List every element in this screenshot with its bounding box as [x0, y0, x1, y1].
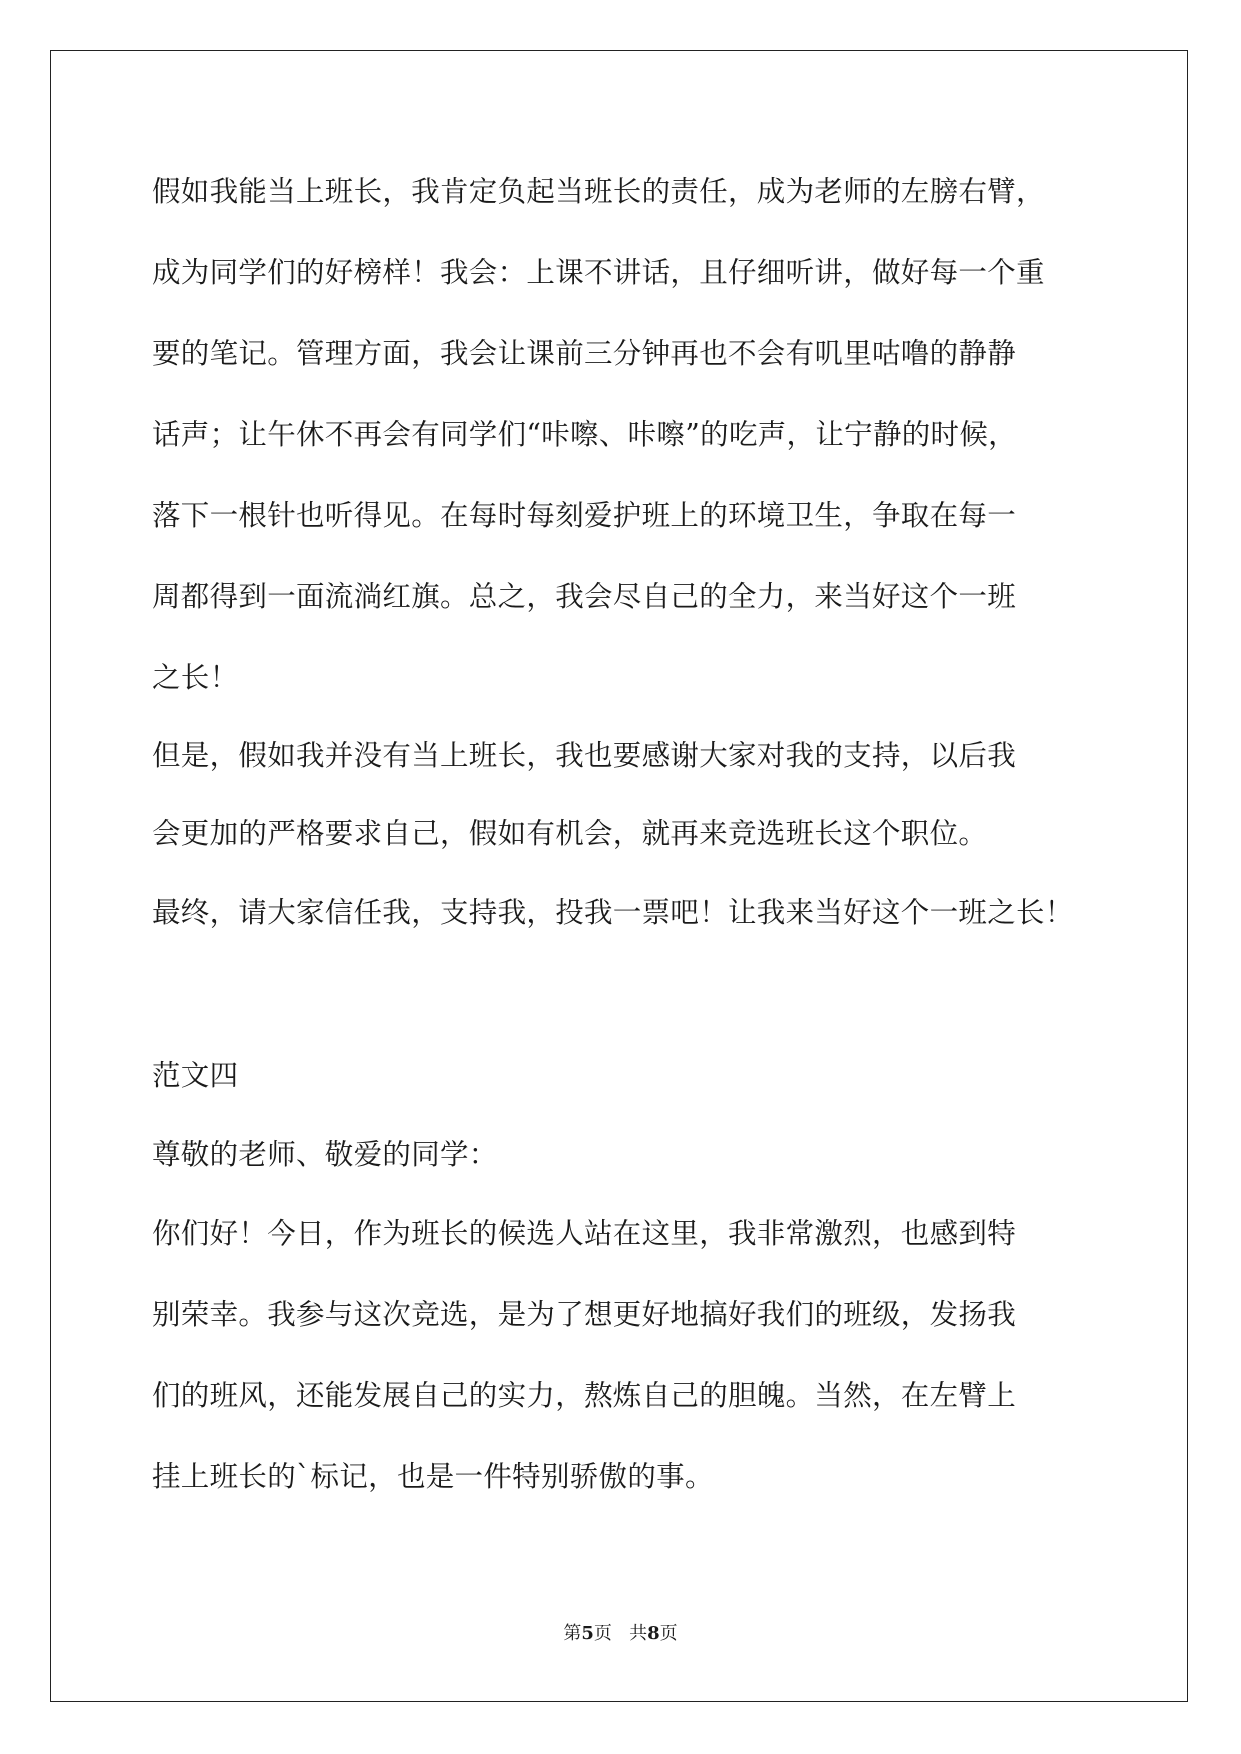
- page-border: [50, 50, 1188, 1702]
- current-page-number: 5: [581, 1623, 594, 1644]
- body-line: 成为同学们的好榜样！我会：上课不讲话，且仔细听讲，做好每一个重: [152, 256, 1045, 289]
- footer-prefix: 第: [563, 1623, 582, 1644]
- section-heading: 范文四: [152, 1059, 239, 1092]
- page-footer: [0, 1622, 1241, 1646]
- body-line: 假如我能当上班长，我肯定负起当班长的责任，成为老师的左膀右臂，: [152, 175, 1045, 208]
- total-pages-number: 8: [647, 1623, 660, 1644]
- body-line: 别荣幸。我参与这次竞选，是为了想更好地搞好我们的班级，发扬我: [152, 1298, 1017, 1331]
- footer-middle: 页 共: [593, 1623, 648, 1644]
- body-line: 最终，请大家信任我，支持我，投我一票吧！让我来当好这个一班之长！: [152, 896, 1074, 929]
- body-line: 挂上班长的`标记，也是一件特别骄傲的事。: [152, 1460, 714, 1493]
- body-line: 话声；让午休不再会有同学们“咔嚓、咔嚓”的吃声，让宁静的时候，: [152, 418, 1017, 451]
- body-line: 你们好！今日，作为班长的候选人站在这里，我非常激烈，也感到特: [152, 1217, 1017, 1250]
- body-line: 周都得到一面流淌红旗。总之，我会尽自己的全力，来当好这个一班: [152, 580, 1017, 613]
- body-line: 落下一根针也听得见。在每时每刻爱护班上的环境卫生，争取在每一: [152, 499, 1017, 532]
- footer-suffix: 页: [659, 1623, 678, 1644]
- body-line: 之长！: [152, 661, 239, 694]
- body-line: 但是，假如我并没有当上班长，我也要感谢大家对我的支持，以后我: [152, 739, 1017, 772]
- body-line: 要的笔记。管理方面，我会让课前三分钟再也不会有叽里咕噜的静静: [152, 337, 1017, 370]
- body-line: 会更加的严格要求自己，假如有机会，就再来竞选班长这个职位。: [152, 817, 988, 850]
- salutation: 尊敬的老师、敬爱的同学：: [152, 1138, 498, 1171]
- body-line: 们的班风，还能发展自己的实力，熬炼自己的胆魄。当然，在左臂上: [152, 1379, 1017, 1412]
